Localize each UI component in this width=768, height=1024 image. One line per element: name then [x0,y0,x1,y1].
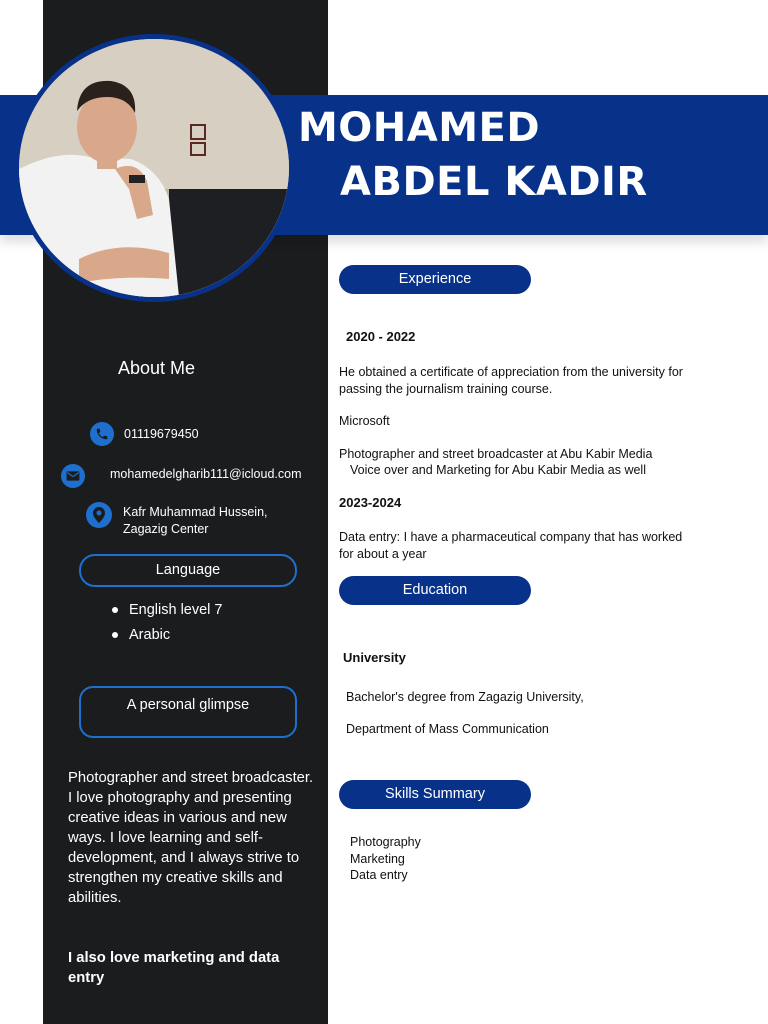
email-address: mohamedelgharib111@icloud.com [110,467,302,481]
education-department: Department of Mass Communication [346,722,549,736]
address [123,504,268,538]
language-heading: Language [79,554,297,587]
phone-number: 01119679450 [124,427,199,441]
personal-glimpse-heading: A personal glimpse [79,686,297,738]
experience-company: Microsoft [339,414,390,428]
skill-item: Marketing [350,851,405,866]
location-pin-icon [86,502,112,528]
skill-item: Photography [350,835,421,849]
experience-description-2: Data entry: I have a pharmaceutical company that has worked for about a year [339,530,683,561]
phone-icon [90,422,114,446]
experience-description-1: He obtained a certificate of appreciation from the university for passing the journalism training course. [339,365,683,396]
experience-period-2: 2023-2024 [339,495,402,510]
profile-photo [19,39,289,297]
email-icon [61,464,85,488]
language-list [112,600,223,650]
personal-glimpse-text: Photographer and street broadcaster. I love photography and presenting creative ideas in various and new ways. I love learning and self-development, and I always strive to strengthen my creative skills and abilities. [68,770,314,906]
education-institution: University [343,650,406,665]
address-line-2: Zagazig Center [123,522,209,536]
skills-list [350,834,421,884]
education-degree: Bachelor's degree from Zagazig University, [346,690,584,704]
first-name: MOHAMED [298,105,541,151]
language-item: Arabic [112,625,223,650]
last-name: ABDEL KADIR [340,159,648,205]
address-line-1: Kafr Muhammad Hussein, [123,505,268,519]
experience-heading: Experience [339,265,531,294]
education-heading: Education [339,576,531,605]
personal-glimpse-highlight: I also love marketing and data entry [68,950,280,986]
language-item: English level 7 [112,600,223,625]
about-me-heading: About Me [118,358,196,378]
skills-heading: Skills Summary [339,780,531,809]
experience-period-1: 2020 - 2022 [346,329,416,344]
experience-role-2: Voice over and Marketing for Abu Kabir Media as well [350,463,646,477]
experience-role-1: Photographer and street broadcaster at Abu Kabir Media [339,447,653,461]
skill-item: Data entry [350,868,408,882]
